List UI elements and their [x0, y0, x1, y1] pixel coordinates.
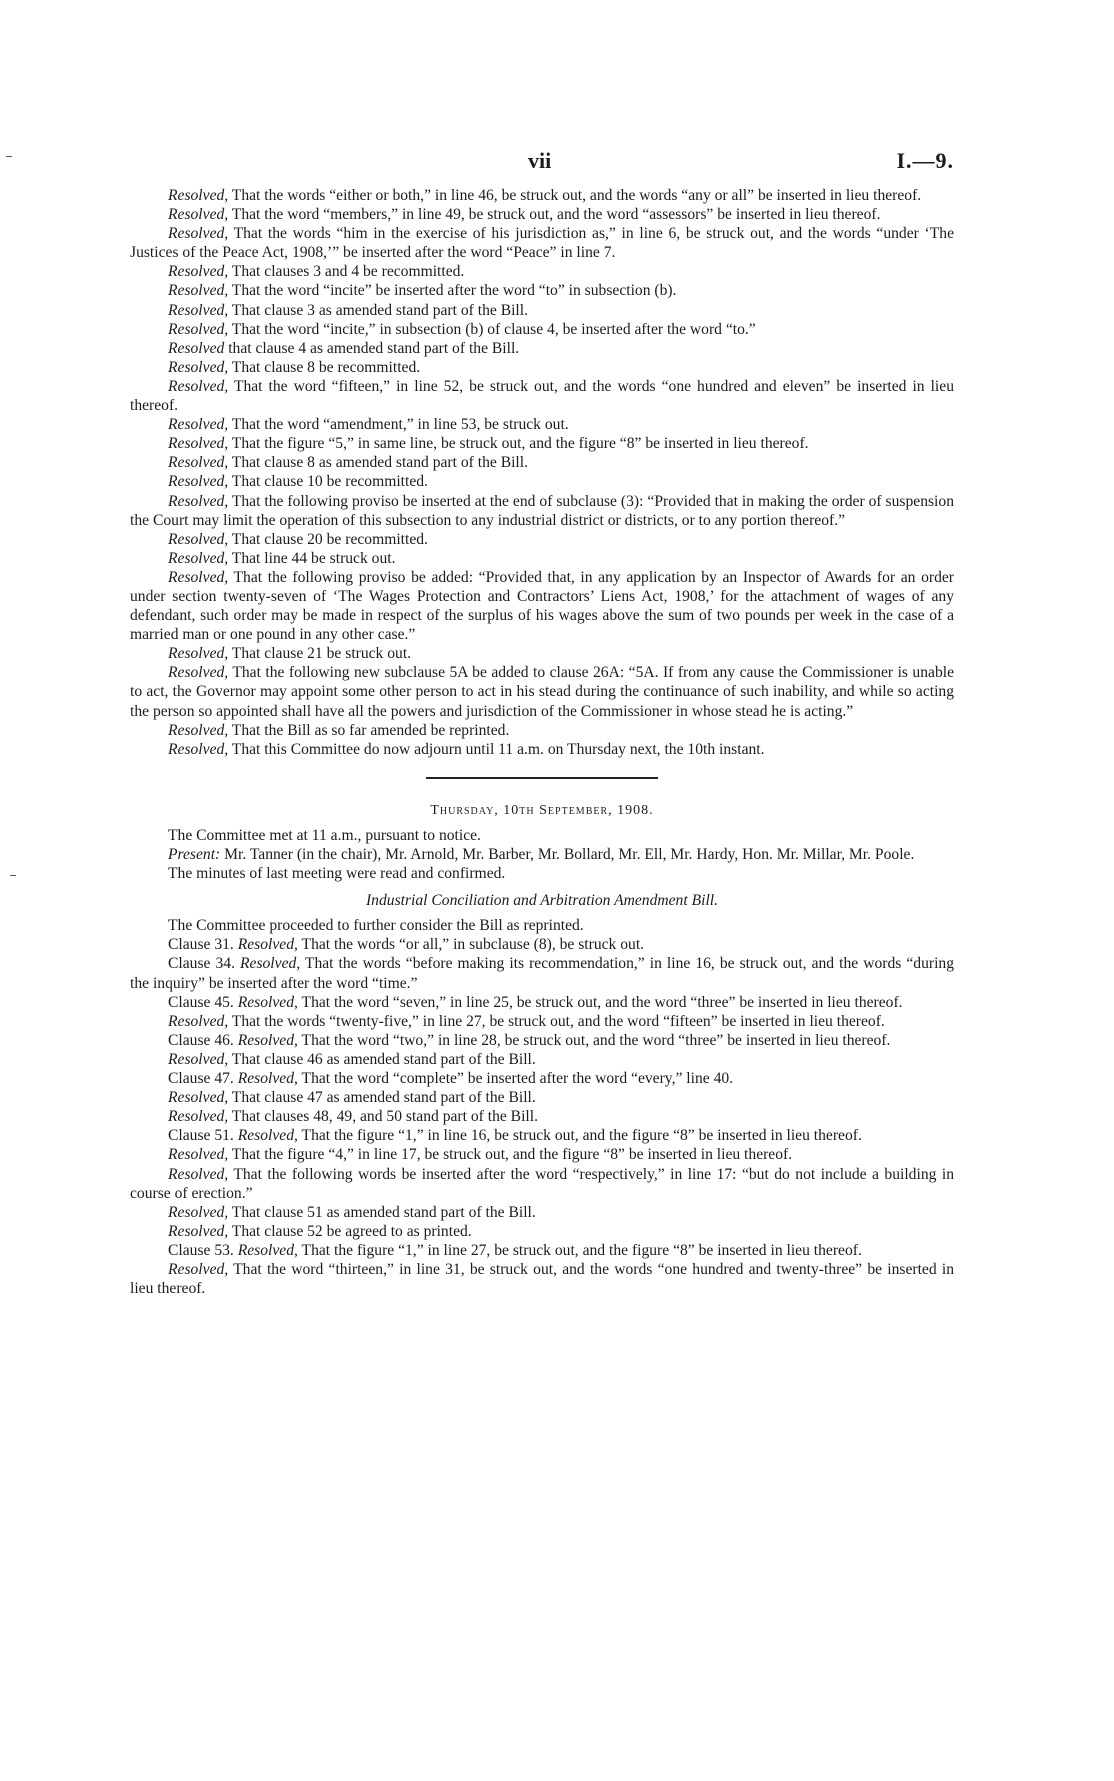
clause-resolution: Clause 45. Resolved, That the word “seven,” in line 25, be struck out, and the word “three” be inserted in lieu thereof.: [168, 993, 903, 1011]
scan-mark: [6, 156, 12, 157]
resolutions-before: [130, 186, 954, 759]
bill-title: Industrial Conciliation and Arbitration Amendment Bill.: [365, 892, 719, 910]
resolution: Resolved, That clauses 3 and 4 be recommitted.: [168, 263, 465, 281]
clause-resolution: Resolved, That clauses 48, 49, and 50 stand part of the Bill.: [168, 1108, 538, 1126]
clause-resolution: Clause 51. Resolved, That the figure “1,” in line 16, be struck out, and the figure “8” be inserted in lieu thereof.: [168, 1127, 862, 1145]
proceeding-statement: The Committee proceeded to further consider the Bill as reprinted.: [168, 917, 584, 935]
resolution: Resolved, That the Bill as so far amended be reprinted.: [168, 721, 510, 739]
resolution: Resolved, That the word “fifteen,” in line 52, be struck out, and the words “one hundred and eleven” be inserted in lieu thereof.: [130, 377, 954, 415]
page-number: vii: [528, 148, 552, 173]
resolution: Resolved, That clause 10 be recommitted.: [168, 473, 428, 491]
document-page: [130, 148, 954, 1298]
resolution: Resolved, That clause 21 be struck out.: [168, 645, 412, 663]
clause-resolution: Resolved, That the figure “4,” in line 17, be struck out, and the figure “8” be inserted in lieu thereof.: [168, 1146, 793, 1164]
clause-resolution: Clause 46. Resolved, That the word “two,” in line 28, be struck out, and the word “three” be inserted in lieu thereof.: [168, 1031, 891, 1049]
clause-resolution: Clause 53. Resolved, That the figure “1,” in line 27, be struck out, and the figure “8” be inserted in lieu thereof.: [168, 1241, 862, 1259]
resolution: Resolved, That the figure “5,” in same line, be struck out, and the figure “8” be inserted in lieu thereof.: [168, 435, 809, 453]
resolution: Resolved, That clause 3 as amended stand part of the Bill.: [168, 301, 528, 319]
attendance: Present: Mr. Tanner (in the chair), Mr. Arnold, Mr. Barber, Mr. Bollard, Mr. Ell, Mr. Hardy, Hon. Mr. Millar, Mr. Poole.: [168, 846, 915, 863]
clause-resolution: Resolved, That clause 51 as amended stand part of the Bill.: [168, 1203, 536, 1221]
resolution: Resolved, That clause 20 be recommitted.: [168, 530, 428, 548]
resolution: Resolved that clause 4 as amended stand part of the Bill.: [168, 339, 520, 357]
resolution: Resolved, That the word “incite,” in subsection (b) of clause 4, be inserted after the word “to.”: [168, 320, 756, 338]
meeting-opening: The Committee met at 11 a.m., pursuant to notice.: [168, 826, 481, 844]
resolution: Resolved, That line 44 be struck out.: [168, 549, 396, 567]
clause-resolution: Clause 47. Resolved, That the word “complete” be inserted after the word “every,” line 40.: [168, 1070, 734, 1088]
clause-resolution: Resolved, That the following words be inserted after the word “respectively,” in line 17: “but do not include a building in course of erection.”: [130, 1165, 954, 1202]
resolution: Resolved, That the words “him in the exercise of his jurisdiction as,” in line 6, be struck out, and the words “under ‘The Justices of the Peace Act, 1908,’” be inserted after the word “Peace” in line 7.: [130, 225, 954, 262]
resolution: Resolved, That the following new subclause 5A be added to clause 26A: “5A. If from any cause the Commissioner is unable to act, the Governor may appoint some other person to act in his stead during the continuance of such inability, and while so acting the person so appointed shall have all the powers and jurisdiction of the Commissioner in whose stead he is acting.”: [130, 664, 954, 720]
meeting-date: Thursday, 10th September, 1908.: [430, 802, 654, 818]
document-code: I.—9.: [896, 148, 954, 173]
scan-mark: [10, 875, 16, 876]
resolution: Resolved, That the word “amendment,” in line 53, be struck out.: [168, 416, 569, 434]
clause-resolution: Clause 31. Resolved, That the words “or all,” in subclause (8), be struck out.: [168, 936, 645, 954]
resolution: Resolved, That clause 8 be recommitted.: [168, 358, 421, 376]
resolution: Resolved, That the following proviso be added: “Provided that, in any application by an Inspector of Awards for an order under section twenty-seven of ‘The Wages Protection and Contractors’ Liens Act, 1908,’ for the attachment of wages of any defendant, such order may be made in respect of the surplus of his wages above the sum of two pounds per week in the case of a married man or one pound in any other case.”: [130, 568, 954, 644]
clause-resolution: Resolved, That clause 46 as amended stand part of the Bill.: [168, 1050, 536, 1068]
minutes-confirmed: The minutes of last meeting were read and confirmed.: [168, 865, 506, 883]
clause-resolution: Resolved, That the word “thirteen,” in line 31, be struck out, and the words “one hundred and twenty-three” be inserted in lieu thereof.: [130, 1260, 954, 1298]
meeting-section: [130, 801, 954, 1298]
section-divider: [426, 777, 658, 779]
clause-resolution: Resolved, That clause 52 be agreed to as printed.: [168, 1222, 472, 1240]
page-header: [130, 148, 954, 178]
clause-resolution: Resolved, That clause 47 as amended stand part of the Bill.: [168, 1089, 536, 1107]
resolution: Resolved, That the word “members,” in line 49, be struck out, and the word “assessors” be inserted in lieu thereof.: [168, 206, 881, 224]
clause-resolution: Resolved, That the words “twenty-five,” in line 27, be struck out, and the word “fifteen” be inserted in lieu thereof.: [168, 1012, 885, 1030]
resolution: Resolved, That the following proviso be inserted at the end of subclause (3): “Provided that in making the order of suspension the Court may limit the operation of this subsection to any industrial district or districts, or to any portion thereof.”: [130, 492, 954, 529]
resolution: Resolved, That the words “either or both,” in line 46, be struck out, and the words “any or all” be inserted in lieu thereof.: [168, 187, 922, 204]
clause-resolution: Clause 34. Resolved, That the words “before making its recommendation,” in line 16, be struck out, and the words “during the inquiry” be inserted after the word “time.”: [130, 955, 955, 992]
resolution: Resolved, That the word “incite” be inserted after the word “to” in subsection (b).: [168, 282, 677, 300]
resolution: Resolved, That clause 8 as amended stand part of the Bill.: [168, 454, 528, 472]
resolution: Resolved, That this Committee do now adjourn until 11 a.m. on Thursday next, the 10th instant.: [168, 740, 765, 758]
